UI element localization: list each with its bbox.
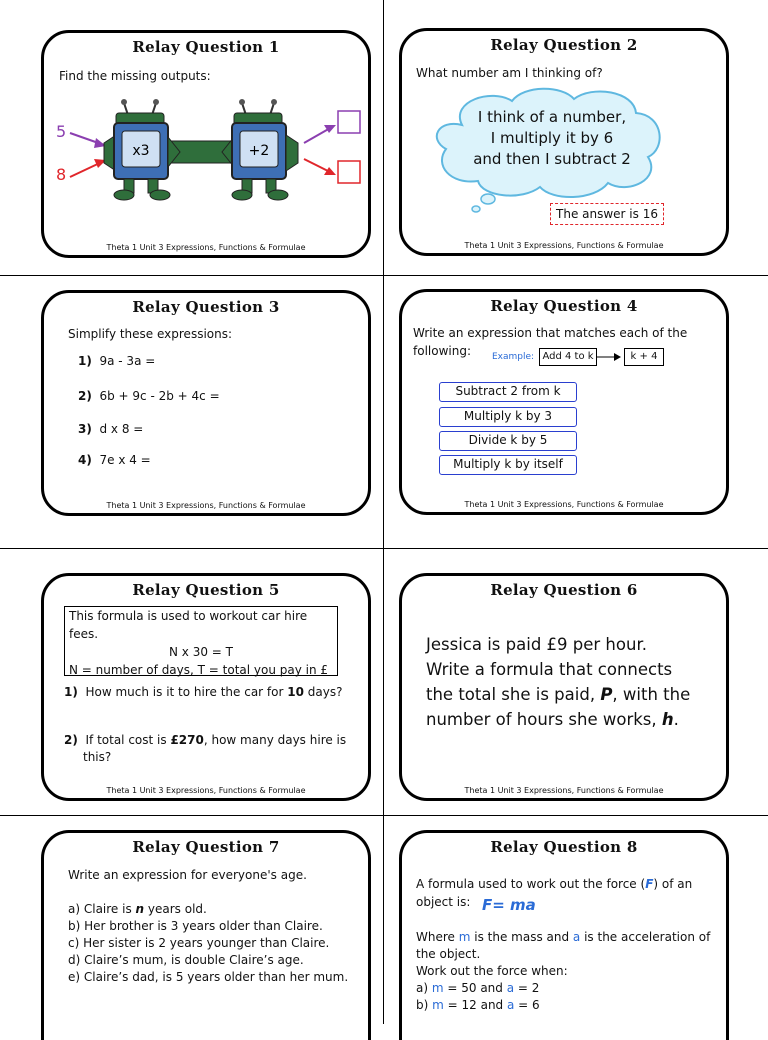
card-prompt: What number am I thinking of? [416,66,603,80]
formula: N x 30 = T [169,645,233,659]
formula-key: N = number of days, T = total you pay in £ [69,663,329,677]
question-text-2: object is: [416,895,471,909]
question-text: Jessica is paid £9 per hour. Write a formula that connects the total she is paid, P, with the number of hours she works, h. [426,635,691,729]
card-title: Relay Question 8 [490,838,638,856]
question-text-1: A formula used to work out the force (F) of an [416,877,693,891]
relay-card-8 [399,830,729,1040]
question-item: 1) 9a - 3a = [78,354,156,368]
card-footer: Theta 1 Unit 3 Expressions, Functions & Formulae [464,500,664,509]
function-machines-illustration [44,93,368,223]
cloud-line-1: I think of a number, [477,108,627,126]
card-prompt: Find the missing outputs: [59,69,211,83]
input-five: 5 [56,122,67,141]
relay-card-7 [41,830,371,1040]
question-item: 1) How much is it to hire the car for 10 days? [64,685,343,699]
cloud-line-2: I multiply it by 6 [490,129,614,147]
formula-box [64,606,338,676]
card-prompt-line-1: Write an expression that matches each of the [413,326,688,340]
question-item: 4) 7e x 4 = [78,453,151,467]
question-item: 2) If total cost is £270, how many days hire is [64,733,347,747]
red-output-box [338,161,360,183]
question-list: a) Claire is n years old. b) Her brother is 3 years older than Claire. c) Her sister is 2 years younger than Claire. d) Claire’s mum, is double Claire’s age. e) Claire’s dad, is 5 years older than her mum. [68,902,349,984]
example-input-box: Add 4 to k [539,348,597,366]
question-item: 3) d x 8 = [78,422,144,436]
example-output-box: k + 4 [624,348,664,366]
input-eight: 8 [56,165,67,184]
arrow-right-icon [597,350,623,364]
question-item: 2) 6b + 9c - 2b + 4c = [78,389,220,403]
machine-1-label: x3 [132,143,150,159]
card-footer: Theta 1 Unit 3 Expressions, Functions & Formulae [106,243,306,252]
phrase-box: Multiply k by itself [439,455,577,475]
card-title: Relay Question 3 [132,298,280,316]
answer-box: The answer is 16 [550,203,664,225]
phrase-box: Subtract 2 from k [439,382,577,402]
relay-card-6 [399,573,729,801]
relay-card-2 [399,28,729,256]
purple-output-box [338,111,360,133]
question-item-cont: this? [83,750,112,764]
card-title: Relay Question 2 [490,36,638,54]
relay-card-4 [399,289,729,515]
machine-2-label: +2 [248,143,270,159]
horizontal-divider [0,548,768,549]
card-footer: Theta 1 Unit 3 Expressions, Functions & Formulae [464,241,664,250]
card-footer: Theta 1 Unit 3 Expressions, Functions & Formulae [464,786,664,795]
formula-desc: This formula is used to workout car hire fees. [69,609,308,641]
cloud-line-3: and then I subtract 2 [473,150,631,168]
horizontal-divider [0,815,768,816]
card-title: Relay Question 4 [490,297,638,315]
card-prompt: Write an expression for everyone's age. [68,868,307,882]
question-text-3: Where m is the mass and a is the acceleration of the object. Work out the force when: a) m = 50 and a = 2 b) m = 12 and a = 6 [416,930,711,1012]
machine-robot-2 [232,99,298,200]
card-footer: Theta 1 Unit 3 Expressions, Functions & Formulae [106,786,306,795]
card-footer: Theta 1 Unit 3 Expressions, Functions & Formulae [106,501,306,510]
card-title: Relay Question 5 [132,581,280,599]
card-prompt: Simplify these expressions: [68,327,233,341]
phrase-box: Divide k by 5 [439,431,577,451]
phrase-box: Multiply k by 3 [439,407,577,427]
force-formula: F= ma [482,896,536,914]
card-prompt-line-2: following: [413,344,471,358]
relay-card-3 [41,290,371,516]
relay-card-5 [41,573,371,801]
card-title: Relay Question 1 [132,38,280,56]
vertical-divider [383,0,384,1024]
horizontal-divider [0,275,768,276]
machine-robot-1 [104,99,170,200]
example-label: Example: [492,352,535,362]
card-title: Relay Question 6 [490,581,638,599]
relay-card-1 [41,30,371,258]
card-title: Relay Question 7 [132,838,280,856]
